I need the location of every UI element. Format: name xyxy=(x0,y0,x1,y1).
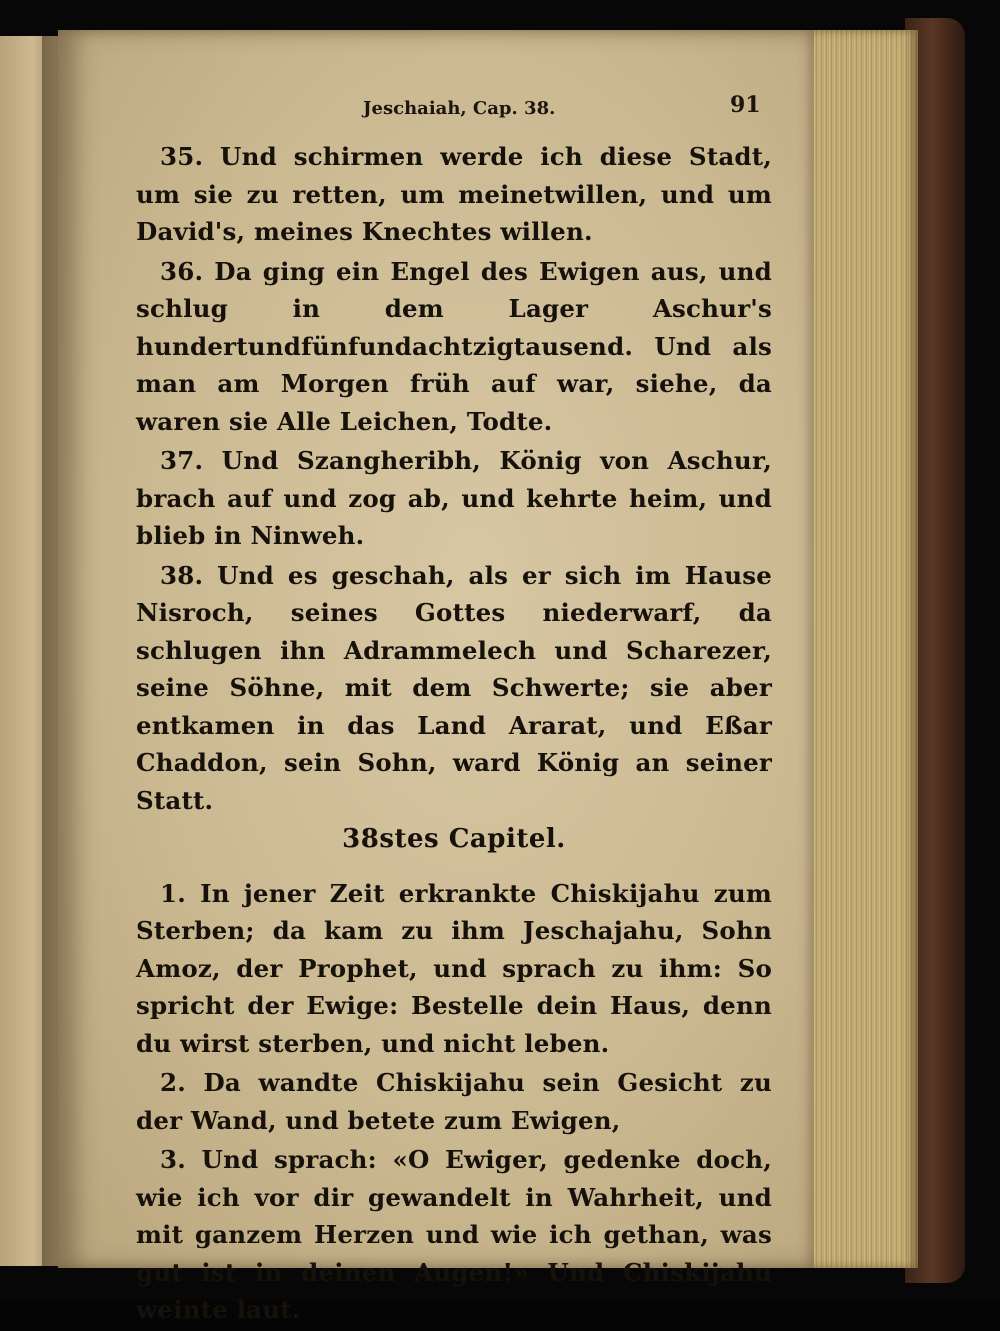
verse-35: 35. Und schirmen werde ich diese Stadt, um sie zu retten, um meinetwillen, und um David's, meines Knechtes willen. xyxy=(136,142,772,246)
running-title: Jeschaiah, Cap. 38. xyxy=(363,98,556,119)
page-number: 91 xyxy=(730,92,761,118)
chapter-verse-2: 2. Da wandte Chiskijahu sein Gesicht zu der Wand, und betete zum Ewigen, xyxy=(136,1068,772,1135)
verse-38: 38. Und es geschah, als er sich im Hause Nisroch, seines Gottes niederwarf, da schlugen ihn Adrammelech und Scharezer, seine Söhne, mit dem Schwerte; sie aber entkamen in das Land Ararat, und Eßar Chaddon, sein Sohn, ward König an seiner Statt. xyxy=(136,560,772,815)
page-edges xyxy=(808,30,918,1268)
book-page xyxy=(58,30,814,1324)
chapter-heading: 38stes Capitel. xyxy=(342,824,566,854)
page-text xyxy=(136,138,772,1331)
chapter-verse-3: 3. Und sprach: «O Ewiger, gedenke doch, wie ich vor dir gewandelt in Wahrheit, und mit ganzem Herzen und wie ich gethan, was gut ist in deinen Augen!» Und Chiskijahu weinte laut. xyxy=(136,1145,772,1324)
page-header xyxy=(58,92,814,128)
chapter-verse-1: 1. In jener Zeit erkrankte Chiskijahu zum Sterben; da kam zu ihm Jeschajahu, Sohn Amoz, der Prophet, und sprach zu ihm: So spricht der Ewige: Bestelle dein Haus, denn du wirst sterben, und nicht leben. xyxy=(136,878,772,1058)
verse-37: 37. Und Szangheribh, König von Aschur, brach auf und zog ab, und kehrte heim, und blieb in Ninweh. xyxy=(136,446,772,550)
verse-36: 36. Da ging ein Engel des Ewigen aus, und schlug in dem Lager Aschur's hundertundfünfundachtzigtausend. Und als man am Morgen früh auf war, siehe, da waren sie Alle Leichen, Todte. xyxy=(136,256,772,436)
